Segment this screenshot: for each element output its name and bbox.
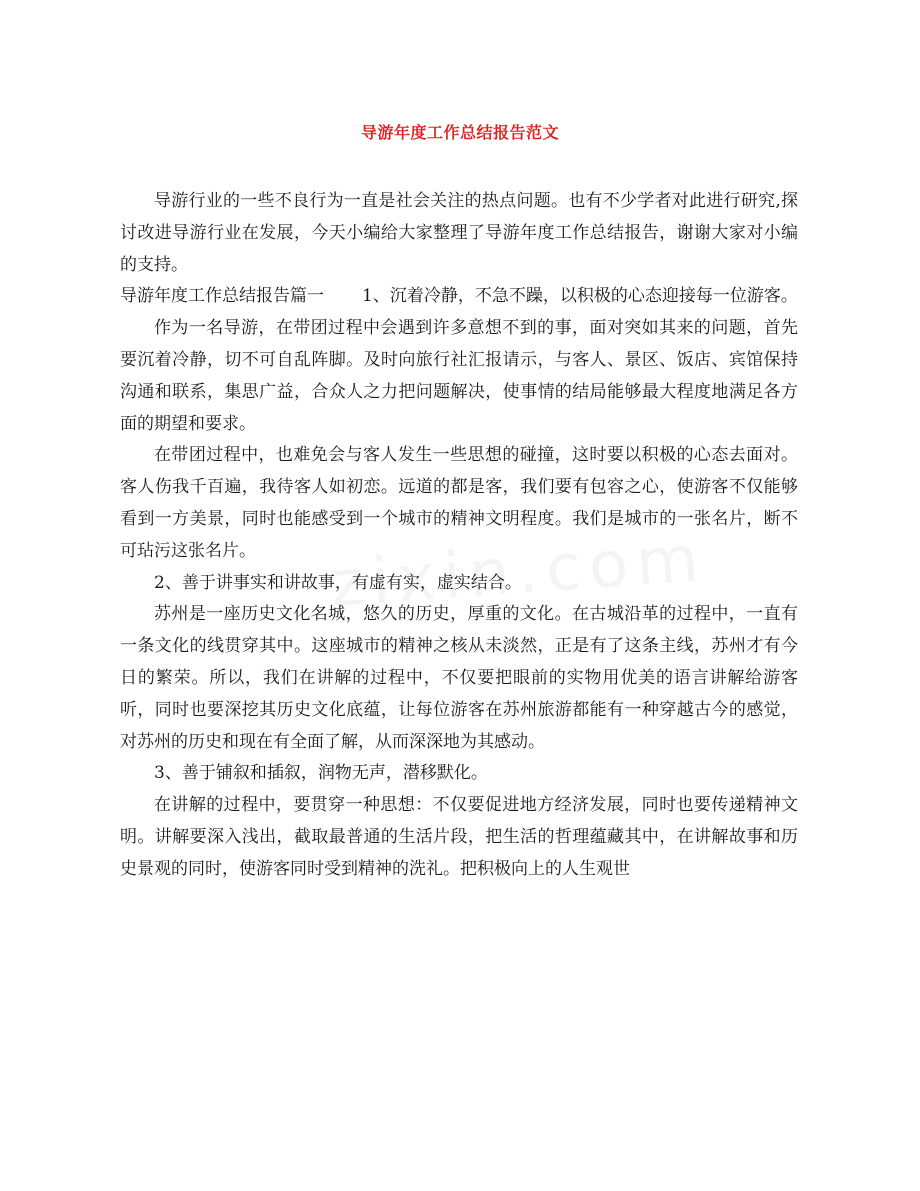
point1-heading: 1、沉着冷静，不急不躁，以积极的心态迎接每一位游客。	[362, 286, 798, 307]
paragraph-1: 作为一名导游，在带团过程中会遇到许多意想不到的事，面对突如其来的问题，首先要沉着冷静，切不可自乱阵脚。及时向旅行社汇报请示，与客人、景区、饭店、宾馆保持沟通和联系，集思广益，合众人之力把问题解决，使事情的结局能够最大程度地满足各方面的期望和要求。	[120, 318, 798, 434]
point2-heading: 2、善于讲事实和讲故事，有虚有实，虚实结合。	[154, 572, 522, 593]
section-heading-line	[120, 281, 798, 313]
document-title: 导游年度工作总结报告范文	[360, 123, 559, 142]
paragraph-2: 在带团过程中，也难免会与客人发生一些思想的碰撞，这时要以积极的心态去面对。客人伤我千百遍，我待客人如初恋。远道的都是客，我们要有包容之心，使游客不仅能够看到一方美景，同时也能感受到一个城市的精神文明程度。我们是城市的一张名片，断不可玷污这张名片。	[120, 445, 798, 561]
document-body	[120, 186, 798, 886]
paragraph-4: 在讲解的过程中，要贯穿一种思想：不仅要促进地方经济发展，同时也要传递精神文明。讲解要深入浅出，截取最普通的生活片段，把生活的哲理蕴藏其中，在讲解故事和历史景观的同时，使游客同时受到精神的洗礼。把积极向上的人生观世	[120, 795, 798, 879]
section-heading: 导游年度工作总结报告篇一	[120, 286, 324, 307]
paragraph-3: 苏州是一座历史文化名城，悠久的历史，厚重的文化。在古城沿革的过程中，一直有一条文化的线贯穿其中。这座城市的精神之核从未淡然，正是有了这条主线，苏州才有今日的繁荣。所以，我们在讲解的过程中，不仅要把眼前的实物用优美的语言讲解给游客听，同时也要深挖其历史文化底蕴，让每位游客在苏州旅游都能有一种穿越古今的感觉，对苏州的历史和现在有全面了解，从而深深地为其感动。	[120, 604, 798, 752]
intro-paragraph: 导游行业的一些不良行为一直是社会关注的热点问题。也有不少学者对此进行研究,探讨改进导游行业在发展，今天小编给大家整理了导游年度工作总结报告，谢谢大家对小编的支持。	[120, 191, 798, 275]
point3-heading: 3、善于铺叙和插叙，润物无声，潜移默化。	[154, 763, 488, 784]
